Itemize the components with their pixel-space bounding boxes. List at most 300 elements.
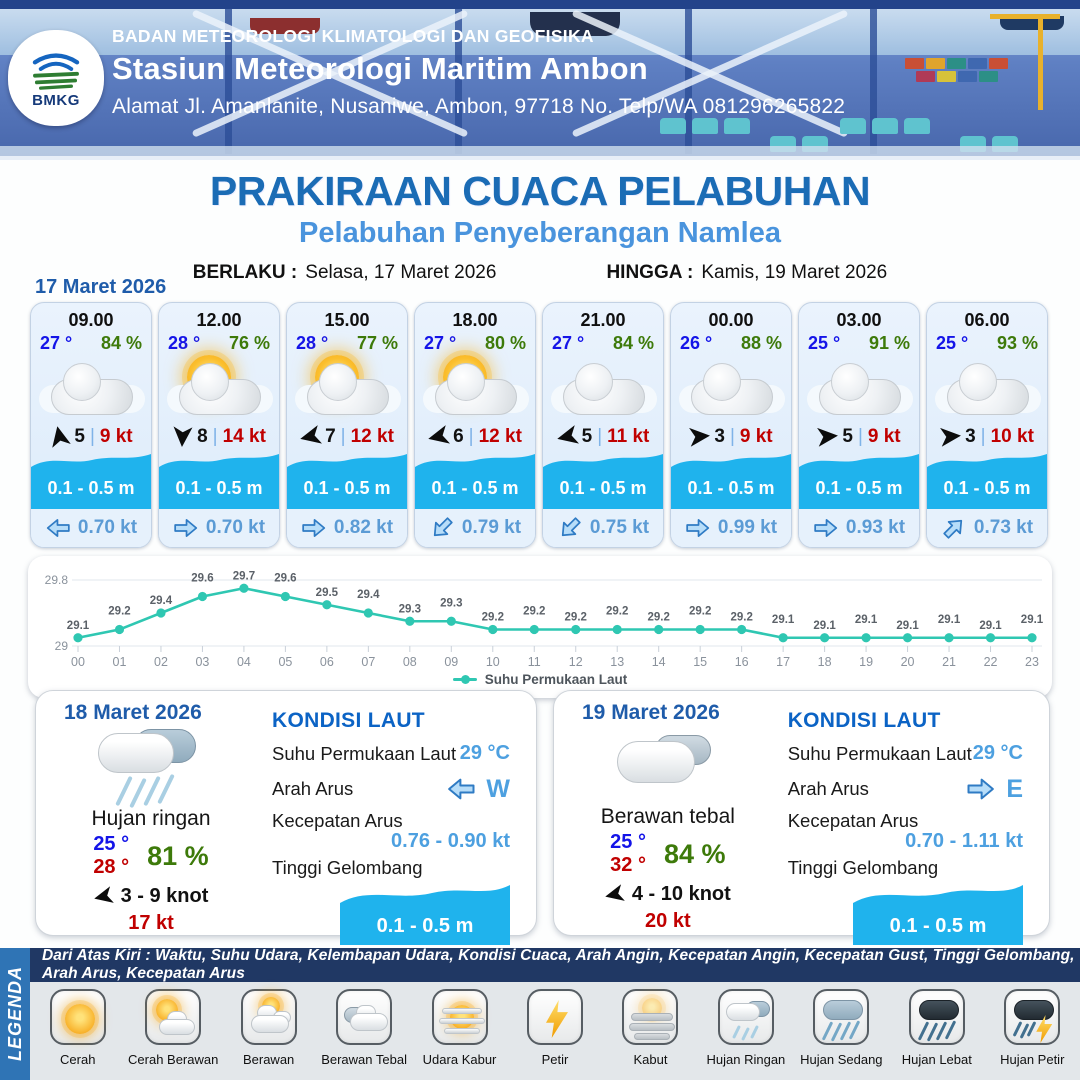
current-direction-icon bbox=[936, 509, 973, 546]
kondisi-laut-heading: KONDISI LAUT bbox=[787, 709, 941, 732]
temperature: 27 ° bbox=[424, 333, 457, 353]
cloud-icon bbox=[307, 365, 387, 415]
current-direction-letter: W bbox=[486, 774, 510, 803]
wave-icon bbox=[159, 451, 279, 473]
current-speed: 0.93 kt bbox=[845, 516, 906, 538]
weather-icon bbox=[159, 357, 279, 421]
legenda-strip bbox=[0, 948, 30, 1080]
legend-item bbox=[889, 989, 984, 1067]
temperature: 26 ° bbox=[680, 333, 713, 353]
wind-direction-icon bbox=[48, 425, 71, 449]
wind-range: 4 - 10 knot bbox=[631, 883, 731, 905]
wind-direction-icon bbox=[939, 426, 962, 447]
chair-shape bbox=[872, 118, 898, 134]
temperature: 27 ° bbox=[552, 333, 585, 353]
wave-height-badge bbox=[853, 883, 1023, 945]
page-title: PRAKIRAAN CUACA PELABUHAN bbox=[209, 168, 871, 214]
legend-label: Kabut bbox=[633, 1052, 668, 1067]
chart-legend bbox=[34, 672, 1046, 687]
header-banner bbox=[0, 0, 1080, 160]
separator: | bbox=[89, 425, 95, 447]
current-speed-value: 0.76 - 0.90 kt bbox=[391, 830, 510, 852]
series-marker-icon bbox=[453, 678, 477, 681]
rain-stroke bbox=[732, 1025, 741, 1039]
svg-text:29.8: 29.8 bbox=[44, 573, 68, 587]
legend-item bbox=[603, 989, 698, 1067]
current-speed: 0.70 kt bbox=[77, 516, 138, 538]
bmkg-logo-icon bbox=[27, 47, 85, 91]
svg-text:29.2: 29.2 bbox=[647, 611, 670, 624]
time-label: 06.00 bbox=[964, 310, 1010, 330]
svg-text:29.5: 29.5 bbox=[315, 586, 339, 599]
current-speed: 0.99 kt bbox=[717, 516, 778, 538]
separator: | bbox=[729, 425, 735, 447]
sst-value: 29 °C bbox=[459, 742, 510, 764]
wave-height-value: 0.1 - 0.5 m bbox=[889, 915, 987, 937]
svg-text:04: 04 bbox=[236, 655, 251, 669]
wave-label: Tinggi Gelombang bbox=[787, 857, 939, 878]
legend-label: Berawan Tebal bbox=[321, 1052, 407, 1067]
lightning-icon bbox=[546, 1000, 568, 1038]
condition-label: Hujan ringan bbox=[91, 807, 211, 830]
humidity: 84 % bbox=[612, 333, 654, 353]
legend-label: Udara Kabur bbox=[422, 1052, 497, 1067]
separator: | bbox=[340, 425, 346, 447]
svg-text:29.3: 29.3 bbox=[398, 603, 422, 616]
time-label: 18.00 bbox=[452, 310, 498, 330]
wave-band bbox=[287, 451, 407, 509]
wave-height: 0.1 - 0.5 m bbox=[543, 473, 663, 509]
current-speed: 0.73 kt bbox=[973, 516, 1034, 538]
legend-label: Cerah Berawan bbox=[128, 1052, 219, 1067]
svg-text:08: 08 bbox=[402, 655, 417, 669]
svg-text:12: 12 bbox=[568, 655, 583, 669]
wind-speed: 5 bbox=[581, 425, 593, 447]
wave-height: 0.1 - 0.5 m bbox=[31, 473, 151, 509]
icon-hujan-petir bbox=[1004, 989, 1060, 1045]
legend-note-bar bbox=[0, 948, 1080, 982]
wave-band bbox=[415, 451, 535, 509]
wave-band bbox=[927, 451, 1047, 509]
forecast-card bbox=[30, 302, 152, 548]
cloud-icon bbox=[159, 1019, 195, 1035]
icon-hujan-ringan bbox=[718, 989, 774, 1045]
sst-value: 29 °C bbox=[972, 742, 1023, 764]
svg-text:29.6: 29.6 bbox=[274, 572, 297, 585]
wind-gust: 9 kt bbox=[739, 425, 773, 447]
rain-stroke bbox=[750, 1025, 759, 1039]
wave-height: 0.1 - 0.5 m bbox=[415, 473, 535, 509]
current-speed: 0.82 kt bbox=[333, 516, 394, 538]
bmkg-logo bbox=[8, 30, 104, 126]
temperature: 25 ° bbox=[808, 333, 841, 353]
chair-shape bbox=[692, 118, 718, 134]
crane-shape bbox=[990, 14, 1060, 19]
time-label: 12.00 bbox=[196, 310, 242, 330]
current-direction-icon bbox=[446, 774, 476, 804]
wave-icon bbox=[31, 451, 151, 473]
svg-text:29.1: 29.1 bbox=[854, 613, 878, 626]
rain-stroke bbox=[741, 1027, 750, 1041]
berlaku-label: BERLAKU : bbox=[192, 262, 298, 283]
current-speed-label: Kecepatan Arus bbox=[272, 810, 403, 831]
time-label: 00.00 bbox=[708, 310, 754, 330]
wave-icon bbox=[415, 451, 535, 473]
legend-item bbox=[316, 989, 411, 1067]
humidity: 93 % bbox=[996, 333, 1038, 353]
time-label: 21.00 bbox=[580, 310, 626, 330]
svg-text:29.1: 29.1 bbox=[1020, 613, 1044, 626]
wind-speed: 5 bbox=[842, 425, 853, 447]
weather-icon-hujan-ringan bbox=[86, 725, 216, 805]
wave-band bbox=[159, 451, 279, 509]
svg-text:29.1: 29.1 bbox=[771, 613, 795, 626]
separator: | bbox=[857, 425, 863, 447]
temperature: 25 ° bbox=[936, 333, 969, 353]
svg-text:29.3: 29.3 bbox=[440, 597, 463, 610]
humidity: 88 % bbox=[740, 333, 782, 353]
icon-cerah-berawan bbox=[145, 989, 201, 1045]
legend-label: Petir bbox=[541, 1052, 569, 1067]
wind-range: 3 - 9 knot bbox=[120, 885, 209, 907]
svg-text:02: 02 bbox=[154, 655, 168, 669]
wind-gust: 12 kt bbox=[478, 425, 522, 447]
wave-height: 0.1 - 0.5 m bbox=[671, 473, 791, 509]
weather-icon bbox=[415, 357, 535, 421]
svg-text:29.2: 29.2 bbox=[523, 605, 546, 618]
current-direction-icon bbox=[966, 774, 996, 804]
fog-bar bbox=[634, 1033, 670, 1040]
separator: | bbox=[468, 425, 474, 447]
svg-text:29.2: 29.2 bbox=[108, 605, 131, 618]
current-direction-icon bbox=[173, 515, 199, 541]
legend-note: Dari Atas Kiri : Waktu, Suhu Udara, Kelembapan Udara, Kondisi Cuaca, Arah Angin, Kecepatan Angin, Kecepatan Gust, Tinggi Gelombang, Arah Arus, Kecepatan Arus bbox=[42, 947, 1075, 982]
fog-bar bbox=[631, 1013, 673, 1021]
sst-label: Suhu Permukaan Laut bbox=[272, 742, 457, 764]
svg-text:29.7: 29.7 bbox=[232, 570, 256, 583]
legend-label: Hujan Sedang bbox=[800, 1052, 883, 1067]
haze-bar bbox=[442, 1008, 482, 1014]
weather-icon bbox=[671, 357, 791, 421]
forecast-card bbox=[542, 302, 664, 548]
svg-text:29.1: 29.1 bbox=[937, 613, 961, 626]
forecast-card bbox=[286, 302, 408, 548]
icon-udara-kabur bbox=[432, 989, 488, 1045]
haze-bar bbox=[444, 1028, 480, 1034]
page-subtitle: Pelabuhan Penyeberangan Namlea bbox=[299, 217, 781, 249]
time-label: 09.00 bbox=[68, 310, 114, 330]
svg-text:29.2: 29.2 bbox=[564, 611, 587, 624]
weather-icon-berawan-tebal bbox=[603, 725, 733, 803]
hourly-forecast-row bbox=[30, 302, 1050, 548]
cloud-icon bbox=[823, 1000, 863, 1020]
svg-text:09: 09 bbox=[444, 655, 459, 669]
wind-gust: 17 kt bbox=[128, 912, 174, 934]
svg-text:29.4: 29.4 bbox=[149, 595, 173, 607]
wave-icon bbox=[543, 451, 663, 473]
legend-item bbox=[794, 989, 889, 1067]
current-direction-icon bbox=[685, 515, 711, 541]
wind-gust: 20 kt bbox=[645, 910, 691, 932]
separator: | bbox=[212, 425, 218, 447]
legend-label: Hujan Ringan bbox=[706, 1052, 786, 1067]
current-speed-label: Kecepatan Arus bbox=[787, 810, 919, 831]
svg-text:14: 14 bbox=[651, 655, 666, 669]
wind-speed: 8 bbox=[197, 425, 208, 447]
wind-direction-icon bbox=[817, 426, 840, 447]
station-address: Alamat Jl. Amanlanite, Nusaniwe, Ambon, 97718 No. Telp/WA 081296265822 bbox=[112, 95, 846, 118]
wind-speed: 6 bbox=[453, 425, 464, 447]
current-dir-label: Arah Arus bbox=[272, 778, 354, 799]
forecast-card bbox=[414, 302, 536, 548]
svg-text:29.1: 29.1 bbox=[979, 619, 1002, 632]
svg-text:15: 15 bbox=[693, 655, 708, 669]
wind-direction-icon bbox=[92, 886, 114, 907]
humidity: 80 % bbox=[484, 333, 526, 353]
wind-direction-icon bbox=[173, 426, 193, 448]
wave-band bbox=[799, 451, 919, 509]
svg-text:21: 21 bbox=[942, 655, 956, 669]
cloud-icon bbox=[435, 365, 515, 415]
icon-hujan-sedang bbox=[813, 989, 869, 1045]
wind-gust: 11 kt bbox=[607, 425, 650, 447]
temp-max: 32 ° bbox=[610, 854, 646, 876]
svg-text:29: 29 bbox=[54, 639, 68, 653]
temperature: 28 ° bbox=[296, 333, 329, 353]
wind-speed: 7 bbox=[325, 425, 336, 447]
svg-text:07: 07 bbox=[361, 655, 376, 669]
wind-direction-icon bbox=[426, 425, 451, 448]
temp-min: 25 ° bbox=[610, 831, 646, 853]
current-speed-value: 0.70 - 1.11 kt bbox=[905, 830, 1023, 852]
condition-label: Berawan tebal bbox=[600, 805, 735, 828]
kondisi-laut-heading: KONDISI LAUT bbox=[272, 709, 425, 732]
weather-icon bbox=[799, 357, 919, 421]
fog-bar bbox=[629, 1023, 675, 1031]
svg-text:11: 11 bbox=[527, 655, 541, 669]
svg-text:00: 00 bbox=[71, 655, 85, 669]
cloud-icon bbox=[691, 365, 771, 415]
wave-icon bbox=[927, 451, 1047, 473]
forecast-card bbox=[798, 302, 920, 548]
icon-kabut bbox=[622, 989, 678, 1045]
svg-text:18: 18 bbox=[817, 655, 832, 669]
weather-icon bbox=[543, 357, 663, 421]
current-speed: 0.75 kt bbox=[589, 516, 650, 538]
weather-icon bbox=[927, 357, 1047, 421]
wave-height: 0.1 - 0.5 m bbox=[159, 473, 279, 509]
sst-chart-card bbox=[28, 556, 1052, 698]
legend-label: Hujan Lebat bbox=[901, 1052, 972, 1067]
weather-icon bbox=[31, 357, 151, 421]
legend-item bbox=[125, 989, 220, 1067]
legend-item bbox=[221, 989, 316, 1067]
svg-text:05: 05 bbox=[278, 655, 293, 669]
svg-text:23: 23 bbox=[1025, 655, 1039, 669]
wind-speed: 5 bbox=[74, 425, 85, 447]
wave-height: 0.1 - 0.5 m bbox=[799, 473, 919, 509]
svg-text:06: 06 bbox=[319, 655, 334, 669]
current-direction-letter: E bbox=[1006, 774, 1023, 803]
svg-text:22: 22 bbox=[983, 655, 998, 669]
svg-text:29.2: 29.2 bbox=[688, 605, 712, 618]
chair-shape bbox=[840, 118, 866, 134]
forecast-card bbox=[670, 302, 792, 548]
icon-berawan-tebal bbox=[336, 989, 392, 1045]
cloud-icon bbox=[819, 365, 899, 415]
port-illustration bbox=[0, 0, 1080, 9]
wind-direction-icon bbox=[555, 425, 580, 448]
legend-item bbox=[985, 989, 1080, 1067]
icon-cerah bbox=[50, 989, 106, 1045]
legend-label: Cerah bbox=[60, 1052, 96, 1067]
icon-berawan bbox=[241, 989, 297, 1045]
temp-min: 25 ° bbox=[93, 833, 130, 855]
chair-shape bbox=[904, 118, 930, 134]
svg-text:20: 20 bbox=[900, 655, 915, 669]
chair-shape bbox=[660, 118, 686, 134]
wave-band bbox=[31, 451, 151, 509]
floor-strip bbox=[0, 146, 1080, 156]
cloud-front bbox=[98, 733, 174, 773]
temperature: 28 ° bbox=[168, 333, 201, 353]
panel-date: 19 Maret 2026 bbox=[582, 701, 720, 724]
current-dir-label: Arah Arus bbox=[787, 778, 869, 799]
hingga-value: Kamis, 19 Maret 2026 bbox=[701, 262, 888, 283]
svg-text:29.1: 29.1 bbox=[66, 619, 90, 632]
wind-direction-icon bbox=[298, 425, 323, 448]
separator: | bbox=[597, 425, 603, 447]
wind-direction-icon bbox=[603, 884, 625, 905]
current-direction-icon bbox=[424, 509, 461, 546]
cloud-icon bbox=[563, 365, 643, 415]
chair-shape bbox=[724, 118, 750, 134]
wave-label: Tinggi Gelombang bbox=[272, 857, 423, 878]
wave-band bbox=[671, 451, 791, 509]
forecast-date: 17 Maret 2026 bbox=[35, 276, 167, 298]
wave-band bbox=[543, 451, 663, 509]
svg-text:29.1: 29.1 bbox=[896, 619, 919, 632]
separator: | bbox=[980, 425, 986, 447]
current-direction-icon bbox=[301, 515, 327, 541]
humidity: 81 % bbox=[147, 840, 209, 871]
station-name: Stasiun Meteorologi Maritim Ambon bbox=[112, 51, 648, 86]
wind-direction-icon bbox=[689, 426, 712, 447]
day-panel-19-maret bbox=[553, 690, 1050, 936]
svg-text:17: 17 bbox=[776, 655, 791, 669]
legend-item bbox=[412, 989, 507, 1067]
legend-item bbox=[698, 989, 793, 1067]
cloud-icon bbox=[51, 365, 131, 415]
legenda-label: LEGENDA bbox=[4, 966, 25, 1062]
berlaku-value: Selasa, 17 Maret 2026 bbox=[305, 262, 497, 283]
cloud-icon bbox=[1014, 1000, 1054, 1020]
wave-height-value: 0.1 - 0.5 m bbox=[376, 915, 474, 937]
bmkg-logo-label: BMKG bbox=[32, 92, 80, 109]
wave-icon bbox=[287, 451, 407, 473]
humidity: 76 % bbox=[228, 333, 270, 353]
legend-label: Berawan bbox=[242, 1052, 295, 1067]
cloud-icon bbox=[179, 365, 259, 415]
cloud-icon bbox=[251, 1015, 289, 1033]
sst-label: Suhu Permukaan Laut bbox=[787, 742, 972, 764]
current-speed: 0.70 kt bbox=[205, 516, 266, 538]
svg-text:29.2: 29.2 bbox=[606, 605, 629, 618]
humidity: 84 % bbox=[100, 333, 142, 353]
time-label: 03.00 bbox=[836, 310, 882, 330]
svg-text:19: 19 bbox=[859, 655, 874, 669]
haze-bar bbox=[439, 1018, 485, 1024]
wind-gust: 10 kt bbox=[990, 425, 1034, 447]
cloud-icon bbox=[947, 365, 1027, 415]
wind-gust: 9 kt bbox=[867, 425, 901, 447]
legend-label: Hujan Petir bbox=[1000, 1052, 1065, 1067]
day-panel-18-maret bbox=[35, 690, 537, 936]
legend-row bbox=[30, 982, 1080, 1080]
weather-icon bbox=[287, 357, 407, 421]
wind-gust: 14 kt bbox=[222, 425, 266, 447]
svg-text:03: 03 bbox=[195, 655, 210, 669]
wave-icon bbox=[799, 451, 919, 473]
svg-text:29.2: 29.2 bbox=[481, 611, 504, 624]
wind-speed: 3 bbox=[965, 425, 976, 447]
title-block bbox=[0, 168, 1080, 284]
hingga-label: HINGGA : bbox=[606, 262, 694, 283]
svg-text:29.1: 29.1 bbox=[813, 619, 836, 632]
humidity: 77 % bbox=[356, 333, 398, 353]
current-direction-icon bbox=[813, 515, 839, 541]
wave-height: 0.1 - 0.5 m bbox=[927, 473, 1047, 509]
svg-text:29.4: 29.4 bbox=[357, 589, 380, 601]
cloud-front bbox=[617, 741, 695, 783]
svg-text:29.2: 29.2 bbox=[730, 611, 753, 624]
svg-text:13: 13 bbox=[610, 655, 625, 669]
current-speed: 0.79 kt bbox=[461, 516, 522, 538]
series-label: Suhu Permukaan Laut bbox=[484, 672, 628, 687]
cloud-icon bbox=[726, 1003, 760, 1021]
wind-speed: 3 bbox=[714, 425, 725, 447]
legend-item bbox=[507, 989, 602, 1067]
icon-hujan-lebat bbox=[909, 989, 965, 1045]
svg-text:10: 10 bbox=[485, 655, 500, 669]
icon-petir bbox=[527, 989, 583, 1045]
forecast-card bbox=[158, 302, 280, 548]
sst-line-chart bbox=[34, 560, 1046, 672]
temperature: 27 ° bbox=[40, 333, 73, 353]
current-direction-icon bbox=[552, 509, 589, 546]
wind-gust: 12 kt bbox=[350, 425, 394, 447]
agency-name: BADAN METEOROLOGI KLIMATOLOGI DAN GEOFISIKA bbox=[112, 26, 594, 46]
cloud-icon bbox=[919, 1000, 959, 1020]
current-direction-icon bbox=[45, 515, 71, 541]
cloud-icon bbox=[350, 1013, 388, 1031]
wave-height-badge bbox=[340, 883, 510, 945]
legend-item bbox=[30, 989, 125, 1067]
svg-text:01: 01 bbox=[112, 655, 127, 669]
sun-icon bbox=[65, 1004, 95, 1034]
wave-icon bbox=[671, 451, 791, 473]
humidity: 91 % bbox=[868, 333, 910, 353]
temp-max: 28 ° bbox=[93, 856, 130, 878]
svg-text:16: 16 bbox=[734, 655, 749, 669]
wave-height: 0.1 - 0.5 m bbox=[287, 473, 407, 509]
forecast-card bbox=[926, 302, 1048, 548]
time-label: 15.00 bbox=[324, 310, 370, 330]
panel-date: 18 Maret 2026 bbox=[64, 701, 202, 724]
humidity: 84 % bbox=[663, 838, 726, 869]
wind-gust: 9 kt bbox=[99, 425, 133, 447]
svg-text:29.6: 29.6 bbox=[191, 572, 214, 585]
